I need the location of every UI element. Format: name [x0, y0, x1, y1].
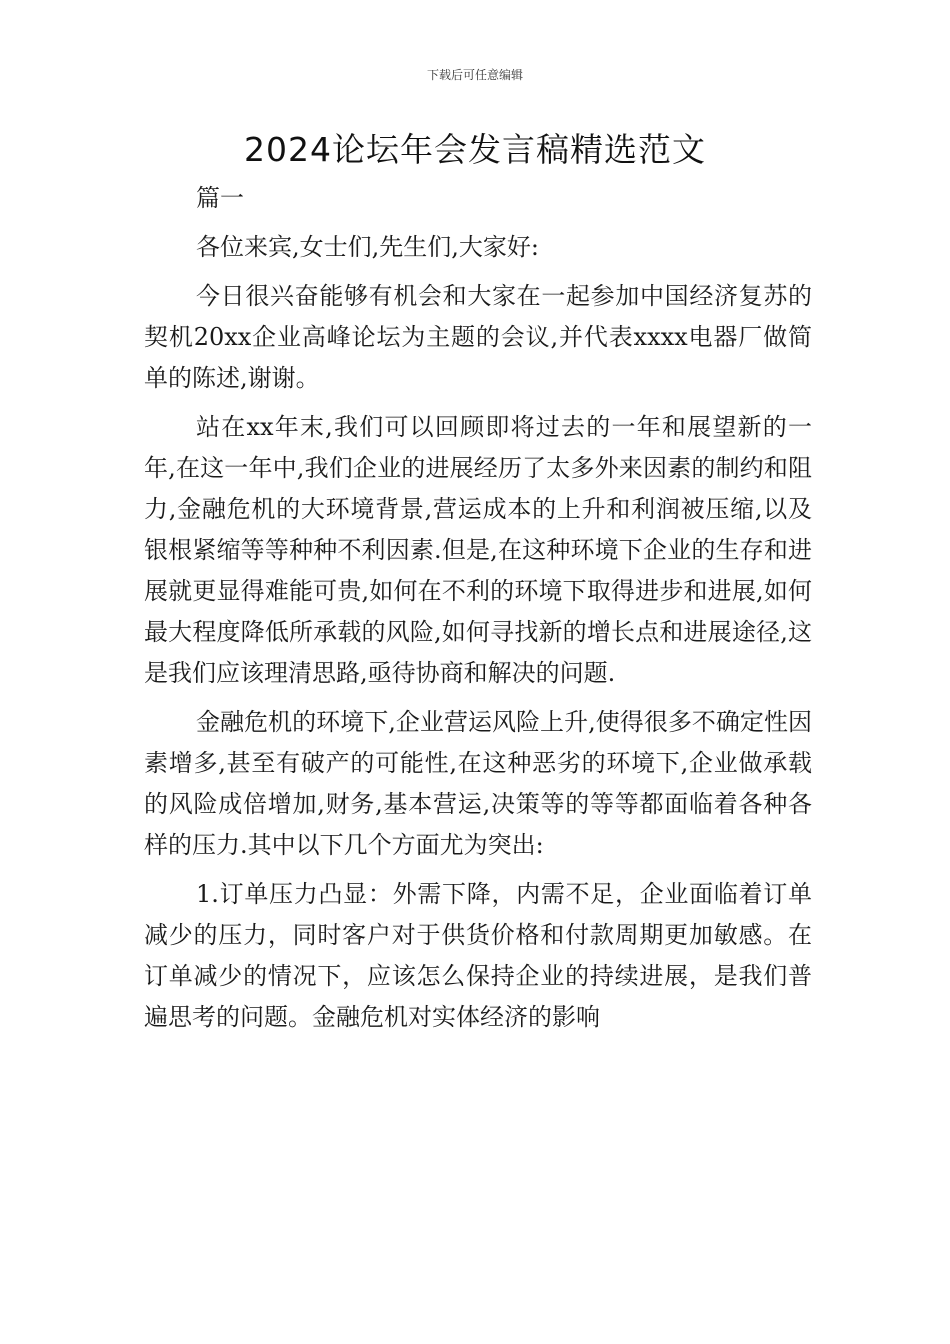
- body-paragraph: 金融危机的环境下,企业营运风险上升,使得很多不确定性因素增多,甚至有破产的可能性,在这种恶劣的环境下,企业做承载的风险成倍增加,财务,基本营运,决策等的等等都面临着各种各样的压力.其中以下几个方面尤为突出:: [144, 708, 812, 859]
- body-paragraph: 1.订单压力凸显：外需下降，内需不足，企业面临着订单减少的压力，同时客户对于供货价格和付款周期更加敏感。在订单减少的情况下，应该怎么保持企业的持续进展，是我们普遍思考的问题。金融危机对实体经济的影响: [144, 880, 812, 1031]
- salutation-paragraph: 各位来宾,女士们,先生们,大家好:: [196, 233, 539, 261]
- page-header-note: 下载后可任意编辑: [426, 68, 523, 82]
- document-title: 2024论坛年会发言稿精选范文: [244, 130, 706, 169]
- section-heading: 篇一: [196, 184, 244, 212]
- body-paragraph: 站在xx年末,我们可以回顾即将过去的一年和展望新的一年,在这一年中,我们企业的进展经历了太多外来因素的制约和阻力,金融危机的大环境背景,营运成本的上升和利润被压缩,以及银根紧缩等等种种不利因素.但是,在这种环境下企业的生存和进展就更显得难能可贵,如何在不利的环境下取得进步和进展,如何最大程度降低所承载的风险,如何寻找新的增长点和进展途径,这是我们应该理清思路,亟待协商和解决的问题.: [144, 413, 812, 687]
- document-body: [144, 178, 812, 1038]
- body-paragraph: 今日很兴奋能够有机会和大家在一起参加中国经济复苏的契机20xx企业高峰论坛为主题的会议,并代表xxxx电器厂做简单的陈述,谢谢。: [144, 282, 812, 392]
